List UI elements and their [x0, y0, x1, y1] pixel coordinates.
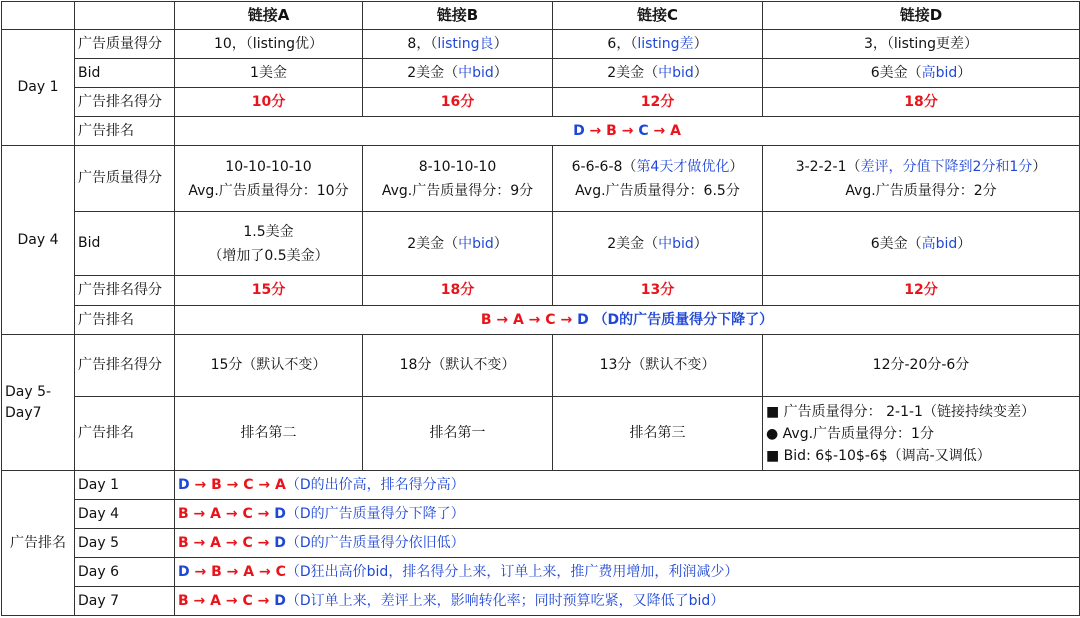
text-run: 1.5美金: [243, 223, 294, 240]
text-run: 中bid: [658, 235, 694, 252]
text-run: 6美金（: [870, 64, 922, 81]
row-label: Bid: [75, 59, 175, 88]
text-run: 6美金（: [870, 235, 922, 252]
header-link-b: 链接B: [363, 2, 553, 30]
dot-bullet-icon: ●: [766, 425, 779, 442]
text-run: →: [616, 122, 639, 139]
day57-rank-score-row: [2, 335, 1080, 397]
day4-quality-d: [763, 146, 1080, 212]
text-run: →: [221, 563, 244, 580]
text-run: C: [242, 505, 253, 522]
text-run: D: [573, 122, 585, 139]
text-run: →: [188, 534, 211, 551]
bullet-item: ■ 广告质量得分： 2-1-1（链接持续变差）: [766, 403, 1035, 420]
text-run: C: [242, 534, 253, 551]
day57-rank-score-d: 12分-20分-6分: [763, 335, 1080, 397]
day1-quality-d: [763, 30, 1080, 59]
square-bullet-icon: ■: [766, 403, 780, 420]
day1-bid-a: [175, 59, 363, 88]
text-run: ）: [729, 158, 744, 175]
day4-rank-score-c: 13分: [553, 276, 763, 306]
text-run: Avg.广告质量得分：6.5分: [575, 182, 740, 199]
sequence-letters: [178, 506, 286, 522]
day4-quality-row: [2, 146, 1080, 212]
sequence-note: （D的出价高，排名得分高）: [285, 476, 465, 493]
cell-line: [367, 232, 548, 256]
day1-quality-c: [553, 30, 763, 59]
text-run: Avg.广告质量得分：10分: [188, 182, 349, 199]
day4-bid-c: [553, 212, 763, 276]
text-run: 中bid: [458, 235, 494, 252]
header-link-a: 链接A: [175, 2, 363, 30]
sequence-note: （D订单上来，差评上来，影响转化率；同时预算吃紧，又降低了bid）: [285, 592, 725, 609]
cell-line: [179, 179, 358, 203]
day57-rank-row: [2, 397, 1080, 471]
text-run: 第4天才做优化: [636, 158, 730, 175]
text-run: →: [252, 534, 275, 551]
text-run: A: [210, 592, 221, 609]
text-run: ）: [493, 64, 508, 81]
text-run: 1美金: [250, 64, 287, 81]
text-run: →: [584, 122, 607, 139]
summary-sequence: [175, 529, 1080, 558]
text-run: ）: [493, 235, 508, 252]
cell-line: [557, 179, 758, 203]
sequence-note: （D的广告质量得分依旧低）: [285, 534, 465, 551]
day4-quality-a: [175, 146, 363, 212]
sequence-letters: [178, 477, 286, 493]
day4-quality-b: [363, 146, 553, 212]
sequence-letters: [178, 593, 286, 609]
text-run: B: [211, 476, 222, 493]
day1-rank-score-b: 16分: [363, 88, 553, 117]
text-run: ）: [1032, 158, 1047, 175]
day1-bid-b: [363, 59, 553, 88]
text-run: C: [275, 563, 286, 580]
text-run: listing差: [637, 35, 694, 52]
day4-rank-score-a: 15分: [175, 276, 363, 306]
text-run: 6，（: [607, 35, 638, 52]
day1-rank-score-a: 10分: [175, 88, 363, 117]
sequence-letters: [178, 535, 286, 551]
cell-line: [179, 244, 358, 268]
cell-line: [367, 179, 548, 203]
row-label: 广告排名得分: [75, 276, 175, 306]
text-run: C: [638, 122, 649, 139]
text-run: →: [252, 505, 275, 522]
day1-rank-score-d: 18分: [763, 88, 1080, 117]
day1-quality-a: [175, 30, 363, 59]
header-empty-cell: [75, 2, 175, 30]
row-label: 广告排名得分: [75, 88, 175, 117]
day57-rank-b: 排名第一: [363, 397, 553, 471]
text-run: ）: [693, 235, 708, 252]
text-run: →: [253, 476, 276, 493]
day4-rank-score-row: [2, 276, 1080, 306]
text-run: →: [221, 505, 243, 522]
summary-row: [2, 587, 1080, 616]
text-run: →: [491, 311, 513, 328]
day4-rank-score-b: 18分: [363, 276, 553, 306]
text-run: A: [210, 505, 221, 522]
cell-line: [179, 155, 358, 179]
row-label: 广告质量得分: [75, 30, 175, 59]
text-run: D: [178, 476, 190, 493]
text-run: C: [242, 592, 253, 609]
text-run: A: [670, 122, 681, 139]
text-run: A: [210, 534, 221, 551]
text-run: →: [254, 563, 276, 580]
text-run: （D的广告质量得分下降了）: [588, 311, 774, 328]
text-run: ）: [957, 64, 972, 81]
day57-rank-score-a: 15分（默认不变）: [175, 335, 363, 397]
day4-bid-b: [363, 212, 553, 276]
text-run: ）: [693, 64, 708, 81]
bullet-item: ■ Bid: 6$-10$-6$（调高-又调低）: [766, 447, 991, 464]
text-run: D: [274, 505, 286, 522]
text-run: →: [188, 592, 211, 609]
day1-group-label: Day 1: [2, 30, 75, 146]
text-run: →: [523, 311, 546, 328]
day1-rank-score-row: [2, 88, 1080, 117]
summary-row: [2, 529, 1080, 558]
text-run: →: [221, 534, 243, 551]
text-run: 高bid: [921, 235, 958, 252]
text-run: Avg.广告质量得分：2分: [845, 182, 997, 199]
day4-bid-row: [2, 212, 1080, 276]
cell-line: [767, 179, 1075, 203]
day4-bid-d: [763, 212, 1080, 276]
day57-group-label: Day 5-Day7: [2, 335, 75, 471]
summary-sequence: [175, 558, 1080, 587]
text-run: →: [188, 505, 211, 522]
summary-day-label: Day 1: [75, 471, 175, 500]
text-run: 中bid: [658, 64, 694, 81]
row-label: 广告排名得分: [75, 335, 175, 397]
text-run: 8，（: [407, 35, 438, 52]
header-row: [2, 2, 1080, 30]
day57-rank-d-bullets: [763, 397, 1080, 471]
text-run: ）: [693, 35, 708, 52]
text-run: B: [178, 505, 189, 522]
text-run: 10，（listing优）: [213, 35, 324, 52]
text-run: B: [178, 592, 189, 609]
text-run: B: [480, 311, 492, 328]
sequence-letters: [178, 564, 286, 580]
day57-rank-c: 排名第三: [553, 397, 763, 471]
text-run: 中bid: [458, 64, 494, 81]
cell-line: [767, 155, 1075, 179]
sequence-note: （D的广告质量得分下降了）: [285, 505, 465, 522]
row-label: 广告排名: [75, 397, 175, 471]
day4-rank-score-d: 12分: [763, 276, 1080, 306]
day4-rank-sequence: [175, 306, 1080, 335]
text-run: D: [178, 563, 190, 580]
row-label: 广告排名: [75, 306, 175, 335]
text-run: →: [189, 563, 212, 580]
text-run: C: [243, 476, 254, 493]
day57-rank-score-b: 18分（默认不变）: [363, 335, 553, 397]
summary-row: [2, 558, 1080, 587]
text-run: ）: [493, 35, 508, 52]
summary-sequence: [175, 471, 1080, 500]
text-run: 3，（listing更差）: [863, 35, 979, 52]
row-label: Bid: [75, 212, 175, 276]
text-run: 2美金（: [607, 64, 659, 81]
bullet-item: ● Avg.广告质量得分：1分: [766, 425, 934, 442]
summary-row: [2, 500, 1080, 529]
text-run: A: [243, 563, 255, 580]
summary-day-label: Day 5: [75, 529, 175, 558]
day4-group-label: Day 4: [2, 146, 75, 335]
text-run: 2美金（: [607, 235, 659, 252]
sequence-note: （D狂出高价bid，排名得分上来，订单上来，推广费用增加，利润减少）: [285, 563, 739, 580]
cell-line: [557, 155, 758, 179]
header-link-d: 链接D: [763, 2, 1080, 30]
text-run: 高bid: [921, 64, 958, 81]
cell-line: [767, 232, 1075, 256]
text-run: 3-2-2-1（: [795, 158, 861, 175]
day57-rank-a: 排名第二: [175, 397, 363, 471]
text-run: →: [555, 311, 578, 328]
text-run: →: [221, 592, 243, 609]
text-run: Avg.广告质量得分：9分: [381, 182, 534, 199]
row-label: 广告排名: [75, 117, 175, 146]
day1-quality-row: [2, 30, 1080, 59]
text-run: 差评，分值下降到2分和1分: [860, 158, 1033, 175]
day1-rank-score-c: 12分: [553, 88, 763, 117]
text-run: A: [512, 311, 524, 328]
text-run: B: [178, 534, 189, 551]
summary-day-label: Day 4: [75, 500, 175, 529]
text-run: D: [577, 311, 589, 328]
text-run: D: [274, 592, 286, 609]
day4-quality-c: [553, 146, 763, 212]
summary-day-label: Day 7: [75, 587, 175, 616]
cell-line: [557, 232, 758, 256]
day4-bid-a: [175, 212, 363, 276]
day57-rank-score-c: 13分（默认不变）: [553, 335, 763, 397]
text-run: B: [211, 563, 222, 580]
day1-quality-b: [363, 30, 553, 59]
text-run: →: [252, 592, 275, 609]
text-run: →: [221, 476, 244, 493]
header-empty-cell: [2, 2, 75, 30]
day1-bid-c: [553, 59, 763, 88]
summary-row: [2, 471, 1080, 500]
day4-rank-row: [2, 306, 1080, 335]
day1-rank-sequence: [175, 117, 1080, 146]
text-run: 2美金（: [407, 64, 459, 81]
text-run: 2美金（: [407, 235, 459, 252]
summary-sequence: [175, 587, 1080, 616]
text-run: A: [275, 476, 286, 493]
text-run: listing良: [437, 35, 494, 52]
summary-sequence: [175, 500, 1080, 529]
day1-bid-row: [2, 59, 1080, 88]
header-link-c: 链接C: [553, 2, 763, 30]
text-run: 6-6-6-8（: [571, 158, 637, 175]
text-run: （增加了0.5美金）: [208, 247, 329, 264]
text-run: →: [189, 476, 212, 493]
cell-line: [179, 220, 358, 244]
text-run: 8-10-10-10: [418, 158, 497, 175]
day1-rank-row: [2, 117, 1080, 146]
text-run: B: [606, 122, 617, 139]
summary-day-label: Day 6: [75, 558, 175, 587]
text-run: C: [545, 311, 556, 328]
summary-group-label: 广告排名: [2, 471, 75, 616]
cell-line: [367, 155, 548, 179]
day1-bid-d: [763, 59, 1080, 88]
text-run: D: [274, 534, 286, 551]
text-run: →: [648, 122, 671, 139]
ad-ranking-table: [1, 1, 1080, 616]
row-label: 广告质量得分: [75, 146, 175, 212]
text-run: ）: [957, 235, 972, 252]
square-bullet-icon: ■: [766, 447, 780, 464]
text-run: 10-10-10-10: [225, 158, 312, 175]
